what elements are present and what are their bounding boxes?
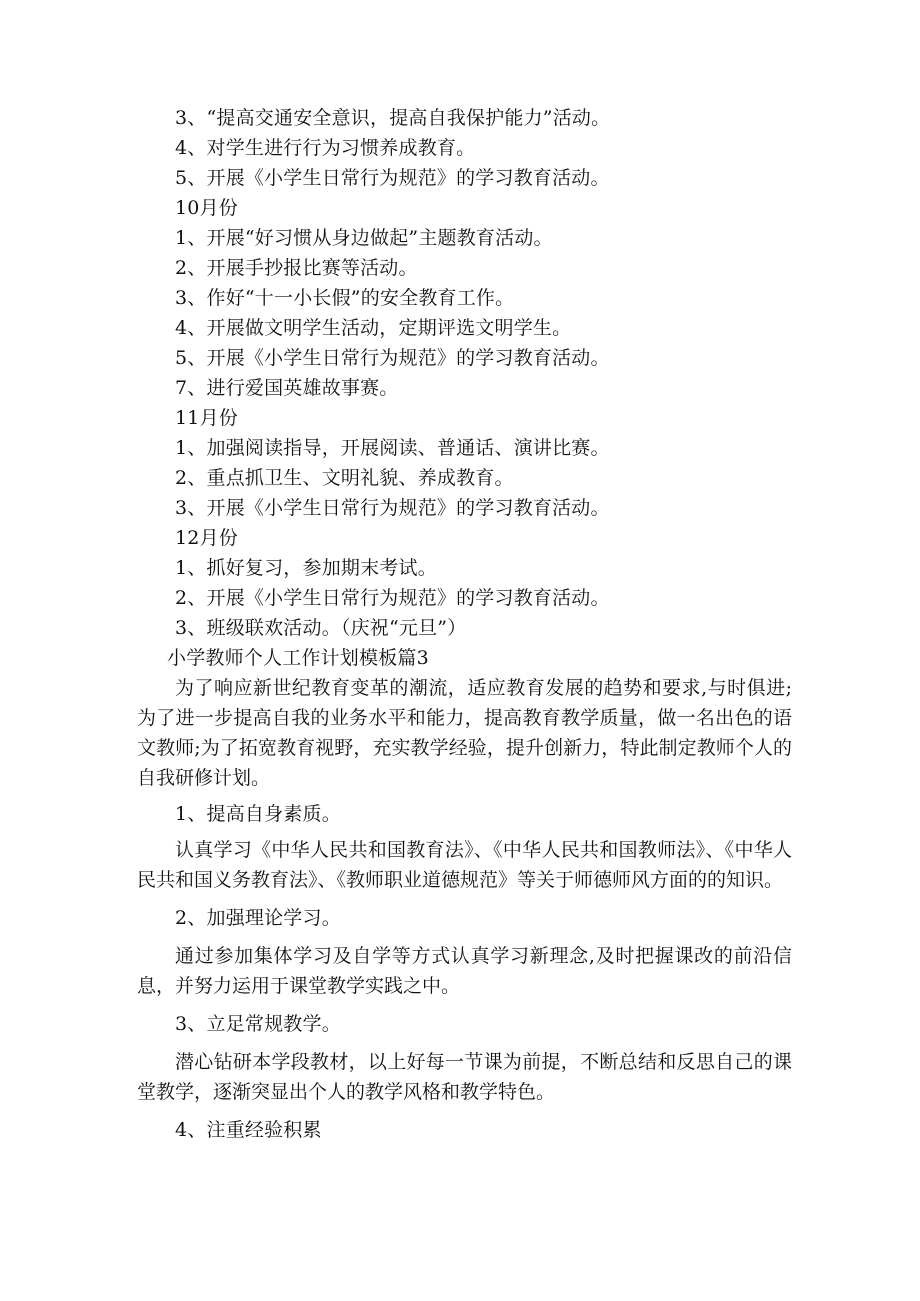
list-line: 2、开展《小学生日常行为规范》的学习教育活动。 <box>175 587 610 609</box>
month-heading: 12月份 <box>175 527 238 549</box>
item-body: 潜心钻研本学段教材，以上好每一节课为前提，不断总结和反思自己的课堂教学，逐渐突显出个人的教学风格和教学特色。 <box>137 1051 792 1103</box>
list-line: 3、作好“十一小长假”的安全教育工作。 <box>175 287 515 309</box>
list-line: 3、班级联欢活动。（庆祝“元旦”） <box>175 617 467 639</box>
item-body: 通过参加集体学习及自学等方式认真学习新理念,及时把握课改的前沿信息，并努力运用于课堂教学实践之中。 <box>137 945 792 997</box>
section-title: 小学教师个人工作计划模板篇3 <box>167 647 429 669</box>
list-line: 1、加强阅读指导，开展阅读、普通话、演讲比赛。 <box>175 437 610 459</box>
list-line: 3、“提高交通安全意识，提高自我保护能力”活动。 <box>175 107 611 129</box>
list-line: 4、开展做文明学生活动，定期评选文明学生。 <box>175 317 572 339</box>
item-heading: 3、立足常规教学。 <box>175 1013 341 1035</box>
list-line: 5、开展《小学生日常行为规范》的学习教育活动。 <box>175 167 610 189</box>
list-line: 7、进行爱国英雄故事赛。 <box>175 377 399 399</box>
month-heading: 11月份 <box>175 407 238 429</box>
item-body: 认真学习《中华人民共和国教育法》、《中华人民共和国教师法》、《中华人民共和国义务教育法》、《教师职业道德规范》等关于师德师风方面的的知识。 <box>137 839 792 891</box>
list-line: 2、开展手抄报比赛等活动。 <box>175 257 418 279</box>
list-line: 1、开展“好习惯从身边做起”主题教育活动。 <box>175 227 553 249</box>
item-heading: 2、加强理论学习。 <box>175 907 341 929</box>
month-heading: 10月份 <box>175 197 238 219</box>
intro-paragraph: 为了响应新世纪教育变革的潮流，适应教育发展的趋势和要求,与时俱进;为了进一步提高自我的业务水平和能力，提高教育教学质量，做一名出色的语文教师;为了拓宽教育视野，充实教学经验，提升创新力，特此制定教师个人的自我研修计划。 <box>137 677 792 789</box>
item-heading: 1、提高自身素质。 <box>175 803 341 825</box>
list-line: 2、重点抓卫生、文明礼貌、养成教育。 <box>175 467 514 489</box>
list-line: 4、对学生进行行为习惯养成教育。 <box>175 137 476 159</box>
list-line: 5、开展《小学生日常行为规范》的学习教育活动。 <box>175 347 610 369</box>
list-line: 1、抓好复习，参加期末考试。 <box>175 557 437 579</box>
document-body <box>137 103 792 1145</box>
item-heading: 4、注重经验积累 <box>175 1119 322 1141</box>
list-line: 3、开展《小学生日常行为规范》的学习教育活动。 <box>175 497 610 519</box>
